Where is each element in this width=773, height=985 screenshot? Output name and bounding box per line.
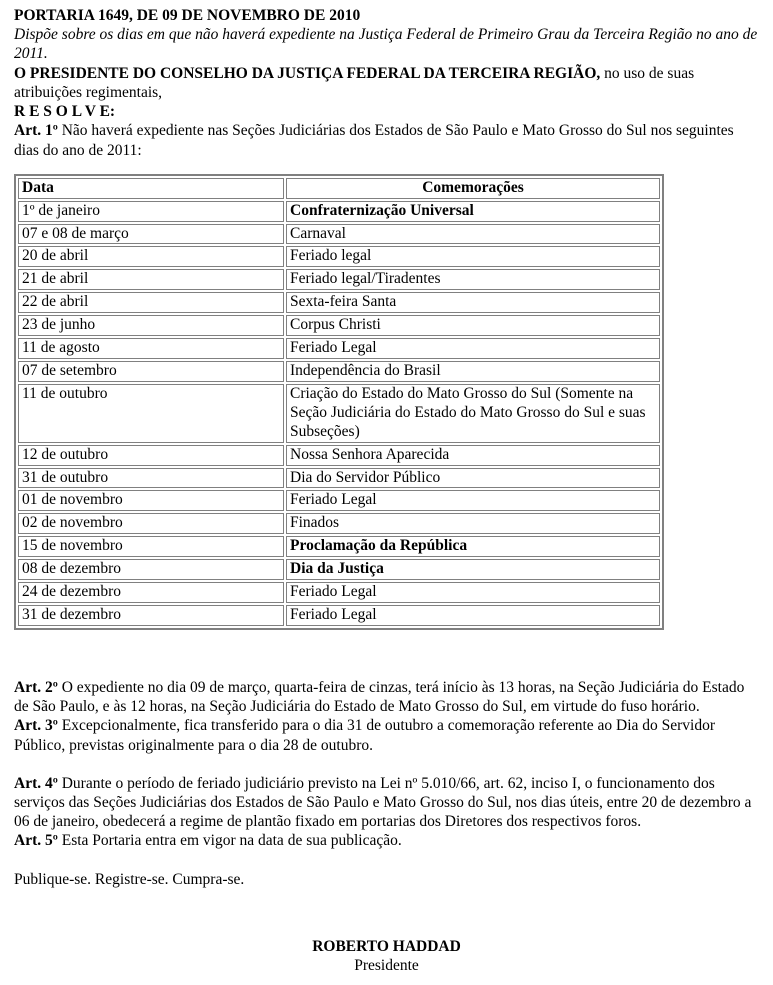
gap: [14, 630, 759, 678]
date-cell: 11 de outubro: [18, 384, 284, 443]
date-cell: 31 de dezembro: [18, 605, 284, 626]
article-1: [14, 121, 759, 159]
date-cell: 02 de novembro: [18, 513, 284, 534]
document-header: [14, 6, 759, 160]
articles-2-3: [14, 678, 759, 755]
table-row: [18, 338, 660, 359]
table-row: [18, 269, 660, 290]
document-subtitle: Dispõe sobre os dias em que não haverá expediente na Justiça Federal de Primeiro Grau da Terceira Região no ano de 2011.: [14, 26, 758, 63]
date-cell: 31 de outubro: [18, 468, 284, 489]
date-cell: 1º de janeiro: [18, 201, 284, 222]
closing-line: Publique-se. Registre-se. Cumpra-se.: [14, 870, 245, 888]
event-cell: Feriado Legal: [286, 582, 660, 603]
event-cell: Feriado Legal: [286, 605, 660, 626]
table-row: [18, 445, 660, 466]
date-cell: 01 de novembro: [18, 490, 284, 511]
event-cell: Feriado legal/Tiradentes: [286, 269, 660, 290]
table-row: [18, 513, 660, 534]
article-2-text: O expediente no dia 09 de março, quarta-feira de cinzas, terá início às 13 horas, na Seção Judiciária do Estado de São Paulo, e às 12 horas, na Seção Judiciária do Estado de Mato Grosso do Sul, em virtude do fuso horário.: [14, 678, 745, 716]
date-cell: 07 de setembro: [18, 361, 284, 382]
column-header-data: Data: [18, 178, 284, 199]
article-5: [14, 831, 759, 850]
event-cell: Sexta-feira Santa: [286, 292, 660, 313]
date-cell: 12 de outubro: [18, 445, 284, 466]
table-row: [18, 559, 660, 580]
event-cell: Carnaval: [286, 224, 660, 245]
preamble: [14, 64, 759, 102]
date-cell: 08 de dezembro: [18, 559, 284, 580]
article-2-label: Art. 2º: [14, 678, 58, 696]
date-cell: 15 de novembro: [18, 536, 284, 557]
table-row: [18, 582, 660, 603]
holiday-table: [14, 174, 664, 630]
holiday-table-body: [18, 201, 660, 626]
event-cell: Feriado legal: [286, 246, 660, 267]
date-cell: 22 de abril: [18, 292, 284, 313]
table-row: [18, 201, 660, 222]
table-row: [18, 384, 660, 443]
table-row: [18, 224, 660, 245]
table-row: [18, 605, 660, 626]
preamble-authority: O PRESIDENTE DO CONSELHO DA JUSTIÇA FEDERAL DA TERCEIRA REGIÃO,: [14, 64, 601, 82]
event-cell: Independência do Brasil: [286, 361, 660, 382]
event-cell: Nossa Senhora Aparecida: [286, 445, 660, 466]
date-cell: 23 de junho: [18, 315, 284, 336]
article-4-text: Durante o período de feriado judiciário previsto na Lei nº 5.010/66, art. 62, inciso I, o funcionamento dos serviços das Seções Judiciárias dos Estados de São Paulo e Mato Grosso do Sul, nos dias úteis, entre 20 de dezembro a 06 de janeiro, obedecerá a regime de plantão fixado em portarias dos Diretores dos respectivos foros.: [14, 774, 752, 831]
signature-name: ROBERTO HADDAD: [312, 937, 461, 955]
event-cell: Finados: [286, 513, 660, 534]
signature-role: Presidente: [354, 957, 419, 975]
event-cell: Corpus Christi: [286, 315, 660, 336]
articles-4-5: [14, 774, 759, 851]
date-cell: 21 de abril: [18, 269, 284, 290]
event-cell: Criação do Estado do Mato Grosso do Sul (Somente na Seção Judiciária do Estado do Mato Grosso do Sul e suas Subseções): [286, 384, 660, 443]
gap: [14, 851, 759, 870]
table-row: [18, 292, 660, 313]
date-cell: 24 de dezembro: [18, 582, 284, 603]
event-cell: Proclamação da República: [286, 536, 660, 557]
column-header-comemoracoes: Comemorações: [286, 178, 660, 199]
date-cell: 11 de agosto: [18, 338, 284, 359]
table-row: [18, 246, 660, 267]
article-5-text: Esta Portaria entra em vigor na data de sua publicação.: [57, 832, 402, 850]
table-row: [18, 468, 660, 489]
article-3-label: Art. 3º: [14, 717, 58, 735]
article-4-label: Art. 4º: [14, 774, 58, 792]
signature-block: [14, 937, 759, 975]
article-4: [14, 774, 759, 832]
table-header-row: [18, 178, 660, 199]
gap: [14, 889, 759, 937]
date-cell: 07 e 08 de março: [18, 224, 284, 245]
article-5-label: Art. 5º: [14, 832, 58, 850]
table-row: [18, 536, 660, 557]
article-3-text: Excepcionalmente, fica transferido para o dia 31 de outubro a comemoração referente ao Dia do Servidor Público, previstas originalmente para o dia 28 de outubro.: [14, 717, 716, 754]
table-row: [18, 361, 660, 382]
article-2: [14, 678, 759, 716]
table-row: [18, 490, 660, 511]
date-cell: 20 de abril: [18, 246, 284, 267]
table-row: [18, 315, 660, 336]
resolve-line: R E S O L V E:: [14, 103, 116, 121]
event-cell: Confraternização Universal: [286, 201, 660, 222]
event-cell: Dia da Justiça: [286, 559, 660, 580]
event-cell: Dia do Servidor Público: [286, 468, 660, 489]
document-title: PORTARIA 1649, DE 09 DE NOVEMBRO DE 2010: [14, 7, 361, 24]
event-cell: Feriado Legal: [286, 490, 660, 511]
article-1-text: Não haverá expediente nas Seções Judiciárias dos Estados de São Paulo e Mato Grosso do Sul nos seguintes dias do ano de 2011:: [14, 122, 734, 159]
event-cell: Feriado Legal: [286, 338, 660, 359]
gap: [14, 755, 759, 774]
article-3: [14, 716, 759, 754]
preamble-rest: no uso de suas atribuições regimentais,: [14, 64, 695, 101]
article-1-label: Art. 1º: [14, 122, 58, 140]
